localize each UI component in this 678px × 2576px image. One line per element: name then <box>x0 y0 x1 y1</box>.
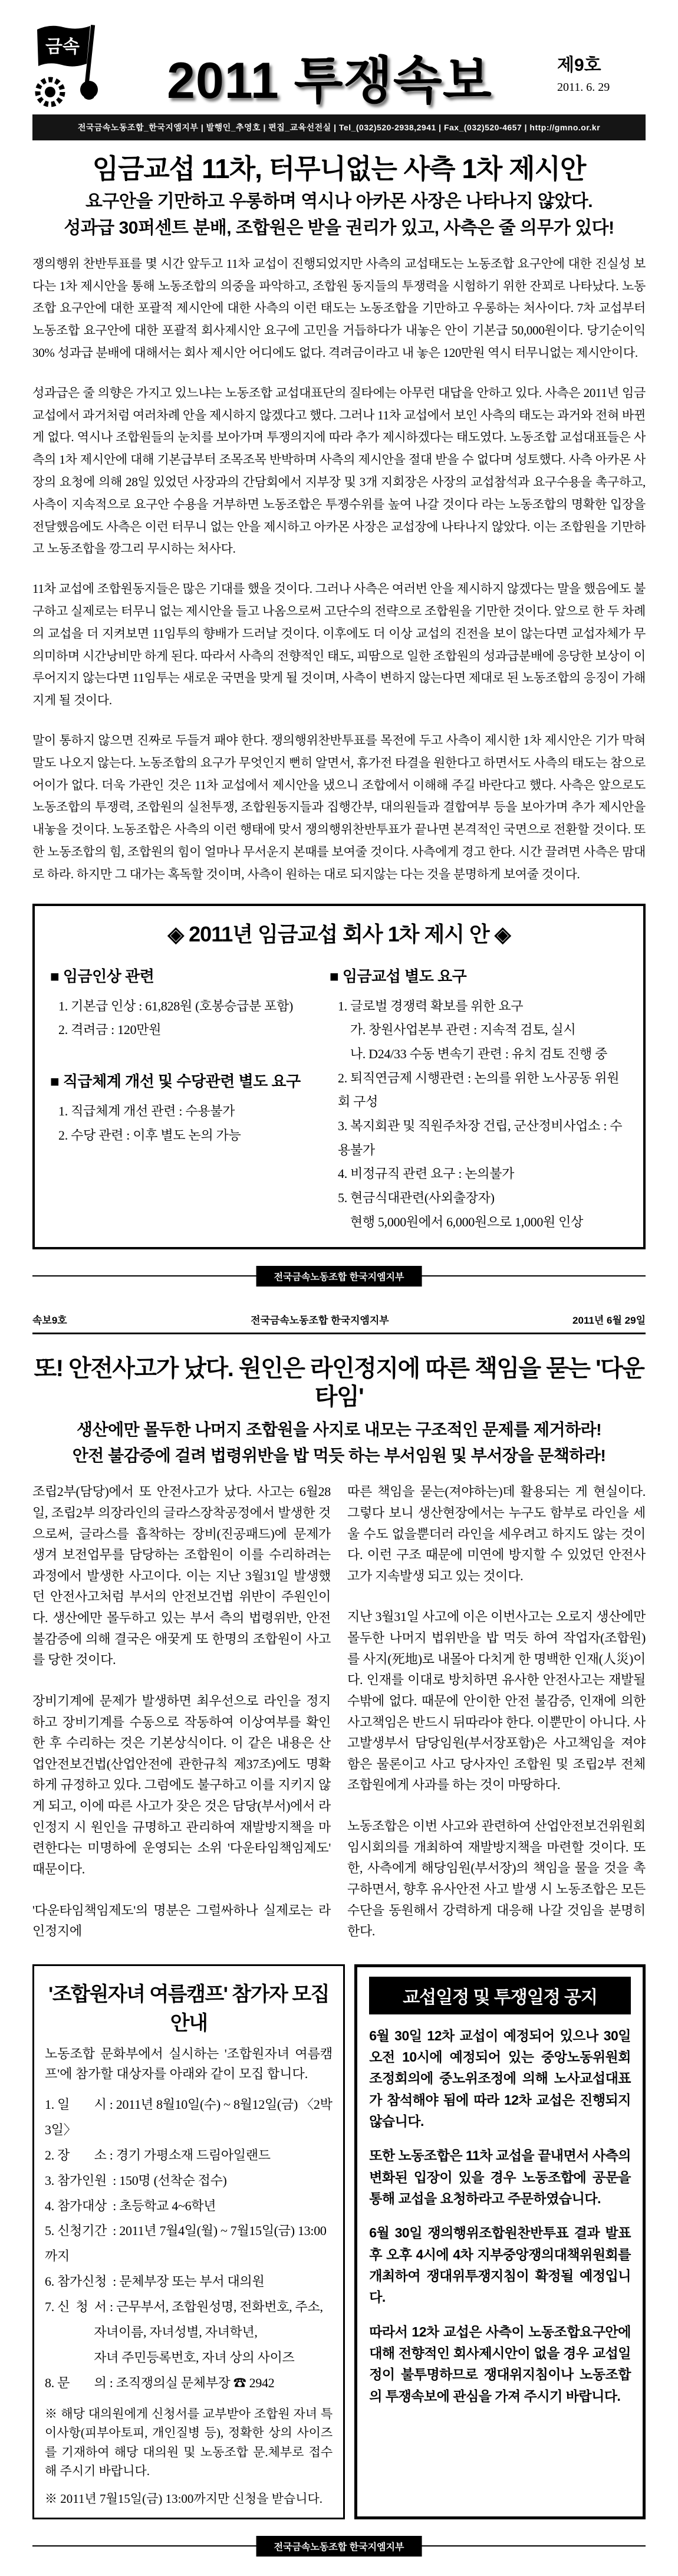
issue-block <box>557 50 646 110</box>
schedule-paragraph: 또한 노동조합은 11차 교섭을 끝내면서 사측의 변화된 입장이 있을 경우 노동조합에 공문을 통해 교섭을 요청하라고 주문하였습니다. <box>369 2148 631 2207</box>
issue-number: 제9호 <box>557 55 601 75</box>
camp-item: 자녀 주민등록번호, 자녀 상의 사이즈 <box>45 2349 295 2365</box>
page2-header-right: 2011년 6월 29일 <box>572 1315 646 1327</box>
masthead <box>32 17 646 110</box>
body-paragraph: 11차 교섭에 조합원동지들은 많은 기대를 했을 것이다. 그러나 사측은 여러번 안을 제시하지 않겠다는 말을 했음에도 불구하고 실제로는 터무니 없는 제시안을 들고 나옴으로써 고단수의 전략으로 조합원을 기만한 것이다. 앞으로 한 두 차례의 교섭을 더 지켜보면 11임투의 향배가 드러날 것이다. 이후에도 더 이상 교섭의 진전을 보이 않는다면 교섭자체가 무의미하며 시간낭비만 하게 된다. 따라서 사측의 전향적인 태도, 피땀으로 일한 조합원의 성과급분배에 응당한 보상이 이루어지지 않는다면 11임투는 새로운 국면을 맞게 될 것이며, 사측이 변하지 않는다면 제대로 된 노동조합의 응징이 가해지게 될 것이다. <box>32 582 646 708</box>
page2-headline: 또! 안전사고가 났다. 원인은 라인정지에 따른 책임을 묻는 '다운타임' <box>34 1356 644 1410</box>
camp-item: 6. 참가신청 : 문체부장 또는 부서 대의원 <box>45 2274 265 2289</box>
page1-subheadline-2: 성과급 30퍼센트 분배, 조합원은 받을 권리가 있고, 사측은 줄 의무가 있다! <box>64 218 614 238</box>
wage-items <box>50 995 310 1042</box>
proposal-item: 현행 5,000원에서 6,000원으로 1,000원 인상 <box>338 1214 584 1229</box>
proposal-item: 3. 복지회관 및 직원주차장 건립, 군산정비사업소 : 수용불가 <box>338 1118 623 1157</box>
camp-note-list <box>45 2404 333 2509</box>
camp-item: 5. 신청기간 : 2011년 7월4일(월) ~ 7월15일(금) 13:00까지 <box>45 2223 327 2264</box>
body-paragraph: 성과급은 줄 의향은 가지고 있느냐는 노동조합 교섭대표단의 질타에는 아무런 대답을 안하고 있다. 사측은 2011년 임금교섭에서 과거처럼 여러차례 안을 제시하지 않겠다고 했다. 그러나 11차 교섭에서 보인 사측의 태도는 과거와 전혀 바뀐게 없다. 역시나 조합원들의 눈치를 보아가며 투쟁의지에 따라 추가 제시하겠다는 태도였다. 노동조합 교섭대표들은 사측의 1차 제시안에 대해 기본급부터 조목조목 반박하며 사측의 제시안을 절대 받을 수 없다며 성토했다. 사측 아카몬 사장의 요청에 의해 28일 있었던 사장과의 간담회에서 지부장 및 3개 지회장은 사장의 교섭참석과 요구수용을 촉구하고, 사측이 지속적으로 요구안 수용을 거부하면 노동조합은 투쟁수위를 높여 나갈 것이다 라는 노동조합의 명확한 입장을 전달했음에도 사측은 이런 터무니 없는 안을 제시하고 아카몬 사장은 교섭장에 나타나지 않았다. 이는 조합원을 기만하고 노동조합을 깡그리 무시하는 처사다. <box>32 385 646 556</box>
issue-date: 2011. 6. 29 <box>557 81 610 94</box>
publisher-info-bar: 전국금속노동조합_한국지엠지부 | 발행인_추영호 | 편집_교육선전실 | Tel_(032)520-2938,2941 | Fax_(032)520-4657 | http://gmno.or.kr <box>32 114 646 140</box>
page2-footer <box>32 2535 646 2558</box>
schedule-paragraph: 6월 30일 쟁의행위조합원찬반투표 결과 발표 후 오후 4시에 4차 지부중앙쟁의대책위원회를 개최하여 쟁대위투쟁지침이 확정될 예정입니다. <box>369 2225 631 2305</box>
camp-note: ※ 2011년 7월15일(금) 13:00까지만 신청을 받습니다. <box>45 2491 323 2506</box>
summer-camp-box <box>32 1964 345 2520</box>
camp-item: 2. 장 소 : 경기 가평소재 드림아일랜드 <box>45 2147 271 2162</box>
camp-item: 7. 신 청 서 : 근무부서, 조합원성명, 전화번호, 주소, <box>45 2299 323 2315</box>
schedule-paragraphs <box>369 2025 631 2407</box>
proposal-item: 2. 수당 관련 : 이후 별도 논의 가능 <box>58 1127 241 1143</box>
page2-header <box>32 1312 646 1334</box>
schedule-paragraph: 따라서 12차 교섭은 사측이 노동조합요구안에 대해 전향적인 회사제시안이 없을 경우 교섭일정이 불투명하므로 쟁대위지침이나 노동조합의 투쟁속보에 관심을 가져 주시기 바랍니다. <box>369 2324 631 2404</box>
grade-items <box>50 1100 310 1147</box>
schedule-paragraph: 6월 30일 12차 교섭이 예정되어 있으나 30일 오전 10시에 예정되어 있는 중앙노동위원회 조정회의에 중노위조정에 의해 노사교섭대표가 참석해야 됨에 따라 12차 교섭은 진행되지 않습니다. <box>369 2027 631 2129</box>
camp-item: 자녀이름, 자녀성별, 자녀학년, <box>45 2324 258 2339</box>
body-paragraph: '다운타임책임제도'의 명분은 그럴싸하나 실제로는 라인정지에 <box>32 1902 331 1939</box>
camp-item: 8. 문 의 : 조직쟁의실 문체부장 ☎ 2942 <box>45 2375 275 2390</box>
body-paragraph: 따른 책임을 묻는(져야하는)데 활용되는 게 현실이다. 그렇다 보니 생산현장에서는 누구도 함부로 라인을 세울 수도 없을뿐더러 라인을 세우려고 하지도 않는 것이다. 이런 구조 때문에 미연에 방지할 수 있었던 안전사고가 지속발생 되고 있는 것이다. <box>347 1484 646 1583</box>
page1-body <box>32 253 646 886</box>
camp-item: 3. 참가인원 : 150명 (선착순 접수) <box>45 2173 227 2188</box>
proposal-item: 5. 현금식대관련(사외출장자) <box>338 1190 495 1206</box>
body-paragraph: 쟁의행위 찬반투표를 몇 시간 앞두고 11차 교섭이 진행되었지만 사측의 교섭태도는 노동조합 요구안에 대한 진실성 보다는 1차 제시안을 통해 노동조합의 의중을 파악하고, 조합원 동지들의 투쟁력을 시험하기 위한 잔꾀로 나타났다. 노동조합 요구안에 대한 포괄적 제시안에 대한 사측의 이런 태도는 노동조합을 기만하고 우롱하는 처사이다. 7차 교섭부터 노동조합 요구안에 대한 포괄적 회사제시안 요구에 고민을 거듭하다가 내놓은 안이 기본급 50,000원이다. 당기순이익 30% 성과급 분배에 대해서는 회사 제시안 어디에도 없다. 격려금이라고 내 놓은 120만원 역시 터무니없는 제시안이다. <box>32 256 646 360</box>
proposal-item: 2. 퇴직연금제 시행관련 : 논의를 위한 노사공동 위원회 구성 <box>338 1070 620 1110</box>
page1-headline: 임금교섭 11차, 터무니없는 사측 1차 제시안 <box>92 153 586 184</box>
proposal-item: 가. 창원사업본부 관련 : 지속적 검토, 실시 <box>338 1022 576 1038</box>
proposal-item: 2. 격려금 : 120만원 <box>58 1022 162 1038</box>
schedule-box-title: 교섭일정 및 투쟁일정 공지 <box>369 1977 631 2014</box>
union-flag-icon <box>32 21 102 110</box>
section-title-wage: ■ 임금인상 관련 <box>50 967 154 985</box>
proposal-left-column <box>50 959 310 1235</box>
kmwu-flag-logo <box>32 21 102 110</box>
page2-right-column <box>347 1481 646 1962</box>
svg-text:금속: 금속 <box>45 37 80 57</box>
separate-items <box>330 995 628 1235</box>
proposal-item: 1. 직급체계 개선 관련 : 수용불가 <box>58 1103 235 1118</box>
page2-subheadline-2: 안전 불감증에 걸려 법령위반을 밥 먹듯 하는 부서임원 및 부서장을 문책하라! <box>72 1446 606 1465</box>
camp-item: 4. 참가대상 : 초등학교 4~6학년 <box>45 2198 216 2213</box>
footer-badge: 전국금속노동조합 한국지엠지부 <box>256 1266 422 1287</box>
body-paragraph: 노동조합은 이번 사고와 관련하여 산업안전보건위원회 임시회의를 개최하여 재발방지책을 마련할 것이다. 또한, 사측에게 해당임원(부서장)의 책임을 물을 것을 촉구하면서, 향후 유사안전 사고 발생 시 노동조합은 모든 수단을 동원해서 강력하게 대응해 나갈 것임을 분명히 한다. <box>347 1819 646 1939</box>
body-paragraph: 말이 통하지 않으면 진짜로 두들겨 패야 한다. 쟁의행위찬반투표를 목전에 두고 사측이 제시한 1차 제시안은 기가 막혀 말도 나오지 않는다. 노동조합의 요구가 무엇인지 뻔히 알면서, 휴가전 타결을 원한다고 하면서도 사측의 태도는 참으로 어이가 없다. 더욱 가관인 것은 11차 교섭에서 제시안을 냈으니 조합에서 이해해 주길 바란다고 했다. 사측은 앞으로도 노동조합의 투쟁력, 조합원의 실천투쟁, 조합원동지들과 집행간부, 대의원들과 결합여부 등을 보아가며 추가 제시안을 내놓을 것이다. 노동조합은 사측의 이런 행태에 맞서 쟁의행위찬반투표가 끝나면 본격적인 국면으로 전환할 것이다. 또한 노동조합의 힘, 조합원의 힘이 얼마나 무서운지 본때를 보여줄 것이다. 사측에게 경고 한다. 시간 끌려면 사측은 맘대로 하라. 하지만 그 대가는 혹독할 것이며, 사측이 원하는 대로 되지않는 다는 것을 분명하게 보여줄 것이다. <box>32 733 646 881</box>
camp-note: ※ 해당 대의원에게 신청서를 교부받아 조합원 자녀 특이사항(피부아토피, 개인질병 등), 정확한 상의 사이즈를 기재하여 해당 대의원 및 노동조합 문.체부로 접수해 주시기 바랍니다. <box>45 2406 333 2479</box>
camp-box-title: '조합원자녀 여름캠프' 참가자 모집안내 <box>48 1983 329 2034</box>
proposal-box-columns <box>50 959 628 1235</box>
body-paragraph: 지난 3월31일 사고에 이은 이번사고는 오로지 생산에만 몰두한 나머지 법위반을 밥 먹듯 하여 작업자(조합원)를 사지(死地)로 내몰아 다치게 한 명백한 인재(人災)이다. 인재를 이대로 방치하면 유사한 안전사고는 재발될 수밖에 없다. 때문에 안이한 안전 불감증, 인재에 의한 사고책임은 반드시 뒤따라야 한다. 이뿐만이 아니다. 사고발생부서 담당임원(부서장포함)은 사고책임을 져야함은 물론이고 사고 당사자인 조합원 및 조립2부 전체조합원에게 사과를 하는 것이 마땅하다. <box>347 1609 646 1793</box>
page2-subheadline-1: 생산에만 몰두한 나머지 조합원을 사지로 내모는 구조적인 문제를 제거하라! <box>76 1420 602 1439</box>
section-title-separate: ■ 임금교섭 별도 요구 <box>330 967 467 985</box>
body-paragraph: 조립2부(담당)에서 또 안전사고가 났다. 사고는 6월28일, 조립2부 의장라인의 글라스장착공정에서 발생한 것으로써, 글라스를 흡착하는 장비(진공패드)에 문제가 생겨 보전업무를 담당하는 조합원이 이를 수리하려는 과정에서 발생한 사고이다. 이는 지난 3월31일 발생했던 안전사고처럼 부서의 안전보건법 위반이 주원인이다. 생산에만 몰두하고 있는 부서 측의 법령위반, 안전 불감증에 의해 결국은 애꿎게 또 한명의 조합원이 사고를 당한 것이다. <box>32 1484 331 1668</box>
proposal-item: 나. D24/33 수동 변속기 관련 : 유치 검토 진행 중 <box>338 1046 608 1061</box>
section-title-grade: ■ 직급체계 개선 및 수당관련 별도 요구 <box>50 1072 301 1090</box>
page2-header-center: 전국금속노동조합 한국지엠지부 <box>251 1315 389 1327</box>
body-paragraph: 장비기계에 문제가 발생하면 최우선으로 라인을 정지하고 장비기계를 수동으로 작동하여 이상여부를 확인한 후 수리하는 것은 기본상식이다. 이 같은 내용은 산업안전보건법(산업안전에 관한규칙 제37조)에도 명확하게 규정하고 있다. 그럼에도 불구하고 이를 지키지 않게 되고, 이에 따른 사고가 잦은 것은 담당(부서)에서 라인정지 시 원인을 규명하고 관리하여 재발방지책을 마련한다는 미명하에 운영되는 소위 '다운타임책임제도' 때문이다. <box>32 1693 331 1876</box>
footer-badge: 전국금속노동조합 한국지엠지부 <box>256 2536 422 2557</box>
page1-footer <box>32 1265 646 1288</box>
camp-item: 1. 일 시 : 2011년 8월10일(수) ~ 8월12일(금) 〈2박 3일〉 <box>45 2096 335 2137</box>
camp-box-intro: 노동조합 문화부에서 실시하는 '조합원자녀 여름캠프'에 참가할 대상자를 아래와 같이 모집 합니다. <box>45 2046 333 2081</box>
page2-header-left: 속보9호 <box>32 1315 67 1327</box>
newsletter-title: 2011 투쟁속보 <box>167 52 492 109</box>
page1-subheadline-1: 요구안을 기만하고 우롱하며 역시나 아카몬 사장은 나타나지 않았다. <box>85 191 593 211</box>
company-proposal-box <box>32 904 646 1250</box>
proposal-item: 1. 글로벌 경쟁력 확보를 위한 요구 <box>338 998 524 1013</box>
camp-item-list <box>45 2092 333 2396</box>
page2-left-column <box>32 1481 331 1962</box>
proposal-item: 1. 기본급 인상 : 61,828원 (호봉승급분 포함) <box>58 998 294 1013</box>
proposal-box-title: ◈ 2011년 임금교섭 회사 1차 제시 안 ◈ <box>167 921 511 946</box>
schedule-notice-box <box>354 1964 646 2520</box>
bottom-notice-row <box>32 1964 646 2520</box>
proposal-right-column <box>330 959 628 1235</box>
page2-body <box>32 1481 646 1962</box>
proposal-item: 4. 비정규직 관련 요구 : 논의불가 <box>338 1166 515 1182</box>
